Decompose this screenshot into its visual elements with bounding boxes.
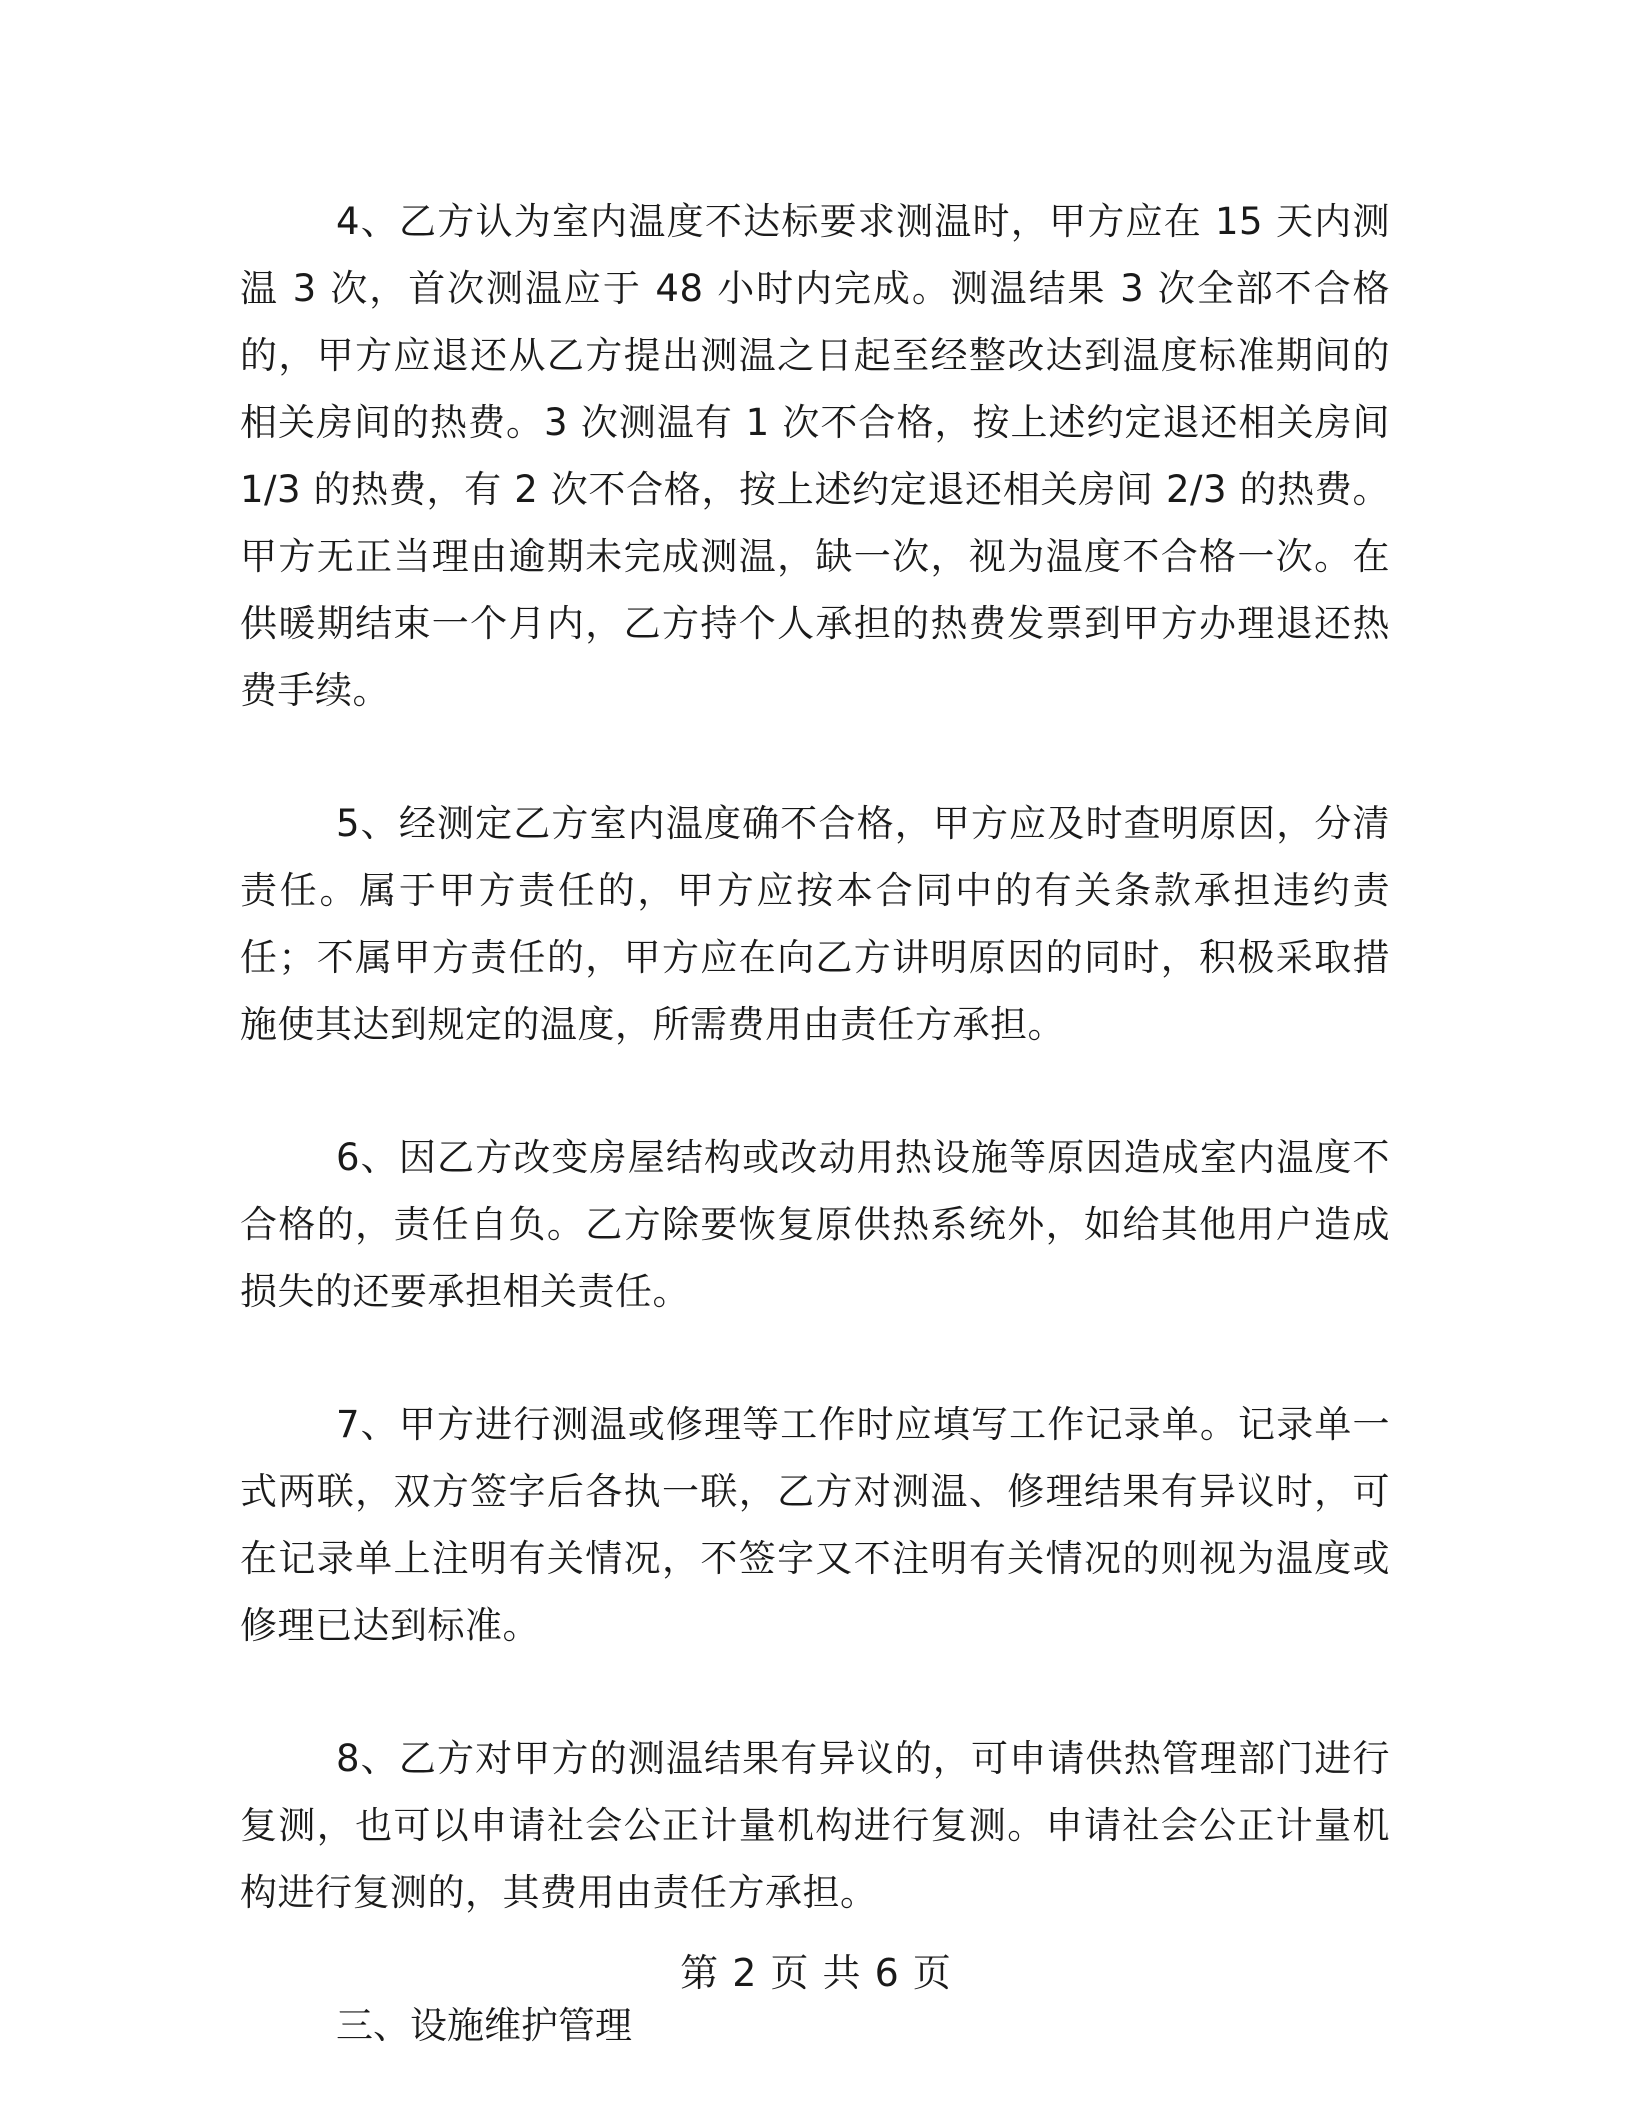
paragraph-clause-8: 8、乙方对甲方的测温结果有异议的，可申请供热管理部门进行复测，也可以申请社会公正计量机构进行复测。申请社会公正计量机构进行复测的，其费用由责任方承担。 (240, 1737, 1390, 1914)
paragraph-spacer (240, 1325, 1390, 1391)
paragraph-spacer (240, 724, 1390, 790)
paragraph-spacer (240, 1659, 1390, 1725)
document-body (240, 188, 1390, 2059)
paragraph-clause-4: 4、乙方认为室内温度不达标要求测温时，甲方应在 15 天内测温 3 次，首次测温应于 48 小时内完成。测温结果 3 次全部不合格的，甲方应退还从乙方提出测温之日起至经整改达到温度标准期间的相关房间的热费。3 次测温有 1 次不合格，按上述约定退还相关房间 1/3 的热费，有 2 次不合格，按上述约定退还相关房间 2/3 的热费。甲方无正当理由逾期未完成测温，缺一次，视为温度不合格一次。在供暖期结束一个月内，乙方持个人承担的热费发票到甲方办理退还热费手续。 (240, 200, 1390, 712)
paragraph-clause-5: 5、经测定乙方室内温度确不合格，甲方应及时查明原因，分清责任。属于甲方责任的，甲方应按本合同中的有关条款承担违约责任；不属甲方责任的，甲方应在向乙方讲明原因的同时，积极采取措施使其达到规定的温度，所需费用由责任方承担。 (240, 802, 1390, 1046)
paragraph-clause-6: 6、因乙方改变房屋结构或改动用热设施等原因造成室内温度不合格的，责任自负。乙方除要恢复原供热系统外，如给其他用户造成损失的还要承担相关责任。 (240, 1136, 1390, 1313)
paragraph-clause-7: 7、甲方进行测温或修理等工作时应填写工作记录单。记录单一式两联，双方签字后各执一联，乙方对测温、修理结果有异议时，可在记录单上注明有关情况，不签字又不注明有关情况的则视为温度或修理已达到标准。 (240, 1403, 1390, 1647)
section-heading: 三、设施维护管理 (336, 2004, 632, 2047)
page-number-footer: 第 2 页 共 6 页 (680, 1951, 952, 1995)
paragraph-spacer (240, 1058, 1390, 1124)
